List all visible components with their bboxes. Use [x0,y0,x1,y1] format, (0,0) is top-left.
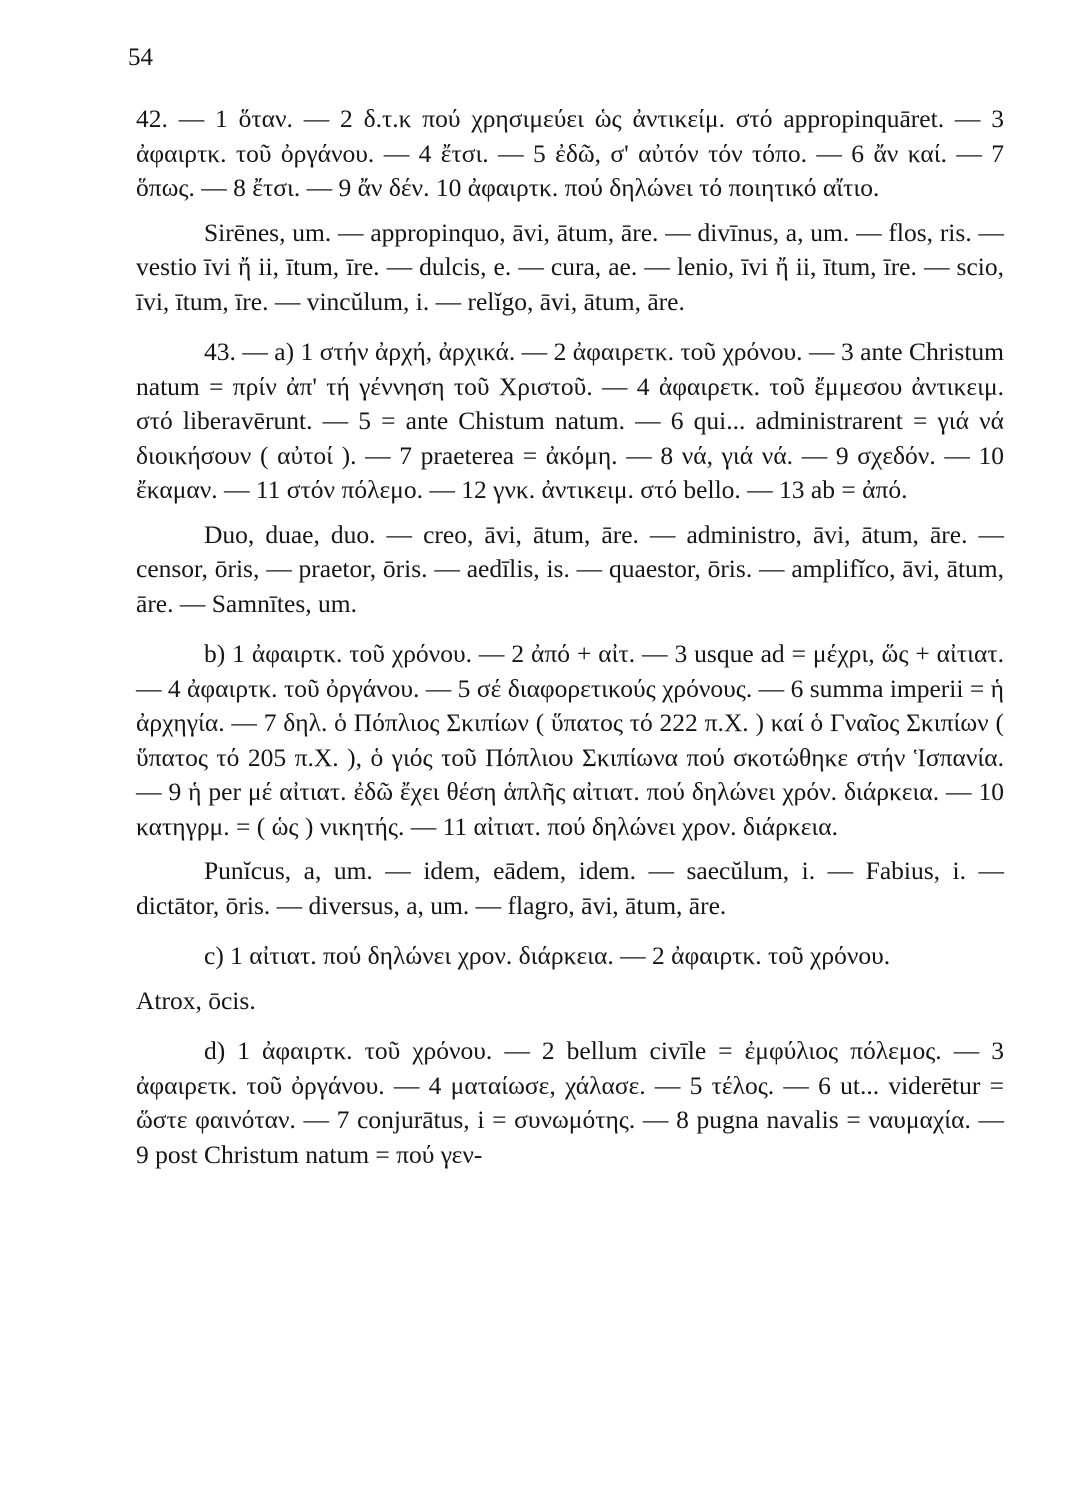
page-body [136,102,1004,1172]
paragraph-42-vocabulary: Sirēnes, um. — appropinquo, āvi, ātum, āre. — divīnus, a, um. — flos, ris. — vestio īvi ἤ ii, ītum, īre. — dulcis, e. — cura, ae. — lenio, īvi ἤ ii, ītum, īre. — scio, īvi, ītum, īre. — vincŭlum, i. — relĭgo, āvi, ātum, āre. [136,217,1004,316]
page-number: 54 [128,44,153,71]
paragraph-43b-vocabulary: Punĭcus, a, um. — idem, eādem, idem. — saecŭlum, i. — Fabius, i. — dictātor, ōris. — diversus, a, um. — flagro, āvi, ātum, āre. [136,856,1004,920]
paragraph-43b-notes: b) 1 ἀφαιρτκ. τοῦ χρόνου. — 2 ἀπό + αἰτ. — 3 usque ad = μέχρι, ὥς + αἰτιατ. — 4 ἀφαιρτκ. τοῦ ὀργάνου. — 5 σέ διαφορετικούς χρόνους. — 6 summa imperii = ἡ ἀρχηγία. — 7 δηλ. ὁ Πόπλιος Σκιπίων ( ὕπατος τό 222 π.Χ. ) καί ὁ Γναῖος Σκιπίων ( ὕπατος τό 205 π.Χ. ), ὁ γιός τοῦ Πόπλιου Σκιπίωνα πού σκοτώθηκε στήν Ἱσπανία. — 9 ἡ per μέ αἰτιατ. ἐδῶ ἔχει θέση ἁπλῆς αἰτιατ. πού δηλώνει χρόν. διάρκεια. — 10 κατηγρμ. = ( ὡς ) νικητής. — 11 αἰτιατ. πού δηλώνει χρον. διάρκεια. [136,639,1004,841]
paragraph-43d-notes: d) 1 ἀφαιρτκ. τοῦ χρόνου. — 2 bellum civīle = ἐμφύλιος πόλεμος. — 3 ἀφαιρετκ. τοῦ ὀργάνου. — 4 ματαίωσε, χάλασε. — 5 τέλος. — 6 ut... viderētur = ὥστε φαινόταν. — 7 conjurātus, i = συνωμότης. — 8 pugna navalis = ναυμαχία. — 9 post Christum natum = πού γεν- [136,1036,1004,1169]
paragraph-42-notes: 42. — 1 ὅταν. — 2 δ.τ.κ πού χρησιμεύει ὡς ἀντικείμ. στό appropinquāret. — 3 ἀφαιρτκ. τοῦ ὀργάνου. — 4 ἔτσι. — 5 ἐδῶ, σ' αὐτόν τόν τόπο. — 6 ἄν καί. — 7 ὅπως. — 8 ἔτσι. — 9 ἄν δέν. 10 ἀφαιρτκ. πού δηλώνει τό ποιητικό αἴτιο. [136,104,1004,202]
paragraph-43c-notes: c) 1 αἰτιατ. πού δηλώνει χρον. διάρκεια. — 2 ἀφαιρτκ. τοῦ χρόνου. [204,941,891,970]
paragraph-43c-vocabulary: Atrox, ōcis. [136,985,256,1015]
paragraph-43a-vocabulary: Duo, duae, duo. — creo, āvi, ātum, āre. — administro, āvi, ātum, āre. — censor, ōris, — praetor, ōris. — aedīlis, is. — quaestor, ōris. — amplifĭco, āvi, ātum, āre. — Samnītes, um. [136,519,1004,618]
paragraph-43a-notes: 43. — a) 1 στήν ἀρχή, ἀρχικά. — 2 ἀφαιρετκ. τοῦ χρόνου. — 3 ante Christum natum = πρίν ἀπ' τή γέννηση τοῦ Χριστοῦ. — 4 ἀφαιρετκ. τοῦ ἔμμεσου ἀντικειμ. στό liberavērunt. — 5 = ante Chistum natum. — 6 qui... administrarent = γιά νά διοικήσουν ( αὐτοί ). — 7 praeterea = ἀκόμη. — 8 νά, γιά νά. — 9 σχεδόν. — 10 ἔκαμαν. — 11 στόν πόλεμο. — 12 γνκ. ἀντικειμ. στό bello. — 13 ab = ἀπό. [136,337,1004,504]
